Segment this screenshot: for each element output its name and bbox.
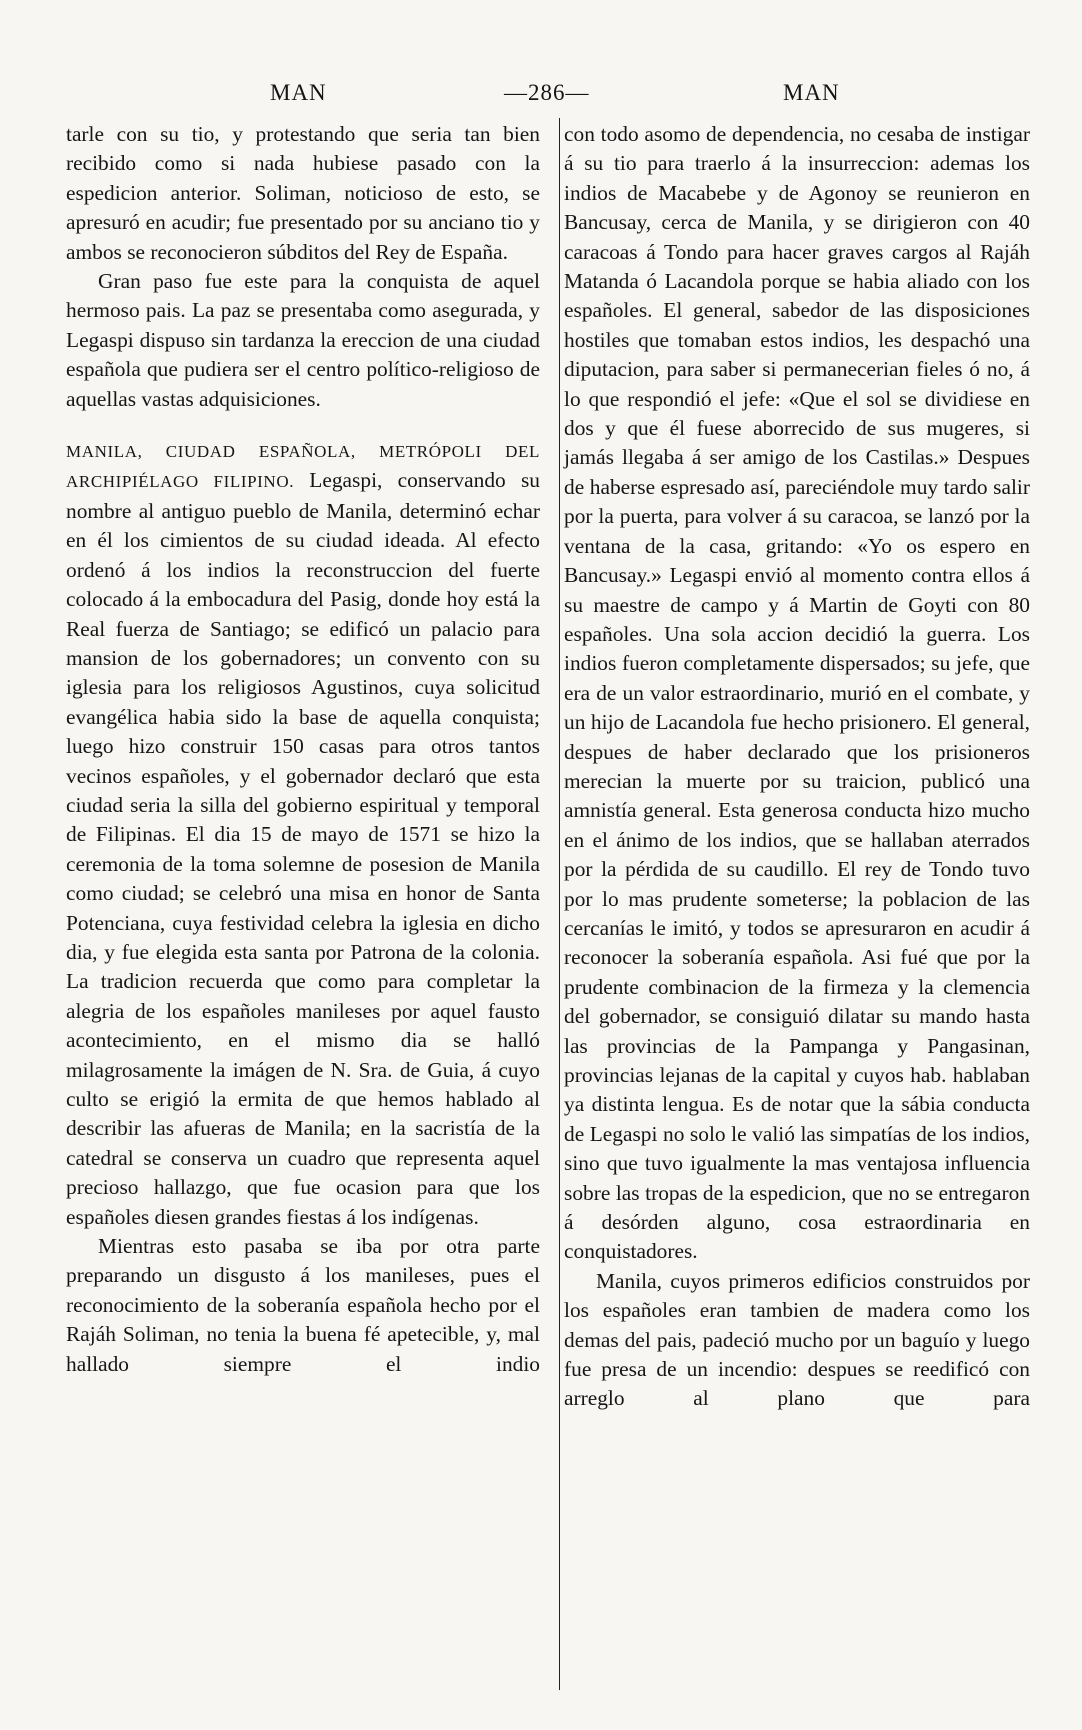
left-paragraph-3-text: Legaspi, conservando su nombre al antiguo pueblo de Manila, determinó echar en él los cimientos de su ciudad ideada. Al efecto ordenó á los indios la reconstruccion del fuerte colocado á la embocadura del Pasig, donde hoy está la Real fuerza de Santiago; se edificó un palacio para mansion de los gobernadores; un convento con su iglesia para los religiosos Agustinos, cuya solicitud evangélica habia sido la base de aquella conquista; luego hizo construir 150 casas para otros tantos vecinos españoles, y el gobernador declaró que esta ciudad seria la silla del gobierno espiritual y temporal de Filipinas. El dia 15 de mayo de 1571 se hizo la ceremonia de la toma solemne de posesion de Manila como ciudad; se celebró una misa en honor de Santa Potenciana, cuya festividad celebra la iglesia en dicho dia, y fue elegida esta santa por Patrona de la colonia. La tradicion recuerda que como para completar la alegria de los españoles manileses por aquel fausto acontecimiento, en el mismo dia se halló milagrosamente la imágen de N. Sra. de Guia, á cuyo culto se erigió la ermita de que hemos hablado al describir las afueras de Manila; en la sacristía de la catedral se conserva un cuadro que representa aquel precioso hallazgo, que fue ocasion para que los españoles diesen grandes fiestas á los indígenas. [66,468,540,1229]
left-paragraph-4: Mientras esto pasaba se iba por otra parte preparando un disgusto á los manileses, pues el reconocimiento de la soberanía española hecho por el Rajáh Soliman, no tenia la buena fé apetecible, y, mal hallado siempre el indio [66,1234,540,1376]
running-head-right: MAN [783,80,840,105]
column-divider [559,118,560,1690]
running-head-left: MAN [270,80,327,105]
right-paragraph-1: con todo asomo de dependencia, no cesaba de instigar á su tio para traerlo á la insurreccion: ademas los indios de Macabebe y de Agonoy se reunieron en Bancusay, cerca de Manila, y se dirigieron con 40 caracoas á Tondo para hacer graves cargos al Rajáh Matanda ó Lacandola porque se habia aliado con los españoles. El general, sabedor de las disposiciones hostiles que tomaban estos indios, les despachó una diputacion, para saber si permanecerian fieles ó no, á lo que respondió el jefe: «Que el sol se dividiese en dos y que él fuese aborrecido de sus mugeres, si jamás llegaba á ser amigo de los Castilas.» Despues de haberse espresado así, pareciéndole muy tardo salir por la puerta, para volver á su caracoa, se lanzó por la ventana de la casa, gritando: «Yo os espero en Bancusay.» Legaspi envió al momento contra ellos á su maestre de campo y á Martin de Goyti con 80 españoles. Una sola accion decidió la guerra. Los indios fueron completamente dispersados; su jefe, que era de un valor estraordinario, murió en el combate, y un hijo de Lacandola fue hecho prisionero. El general, despues de haber declarado que los prisioneros merecian la muerte por su traicion, publicó una amnistía general. Esta generosa conducta hizo mucho en el ánimo de los indios, que se hallaban aterrados por la pérdida de su caudillo. El rey de Tondo tuvo por lo mas prudente someterse; la poblacion de las cercanías le imitó, y todos se apresuraron en acudir á reconocer la soberanía española. Asi fué que por la prudente combinacion de la firmeza y la clemencia del gobernador, se consiguió dilatar su mando hasta las provincias de la Pampanga y Pangasinan, provincias lejanas de la capital y cuyos hab. hablaban ya distinta lengua. Es de notar que la sábia conducta de Legaspi no solo le valió las simpatías de los indios, sino que tuvo igualmente la mas ventajosa influencia sobre las tropas de la espedicion, que no se entregaron á desórden alguno, cosa estraordinaria en conquistadores. [564,122,1030,1264]
page-number: —286— [504,80,590,105]
section-spacer [66,414,540,436]
right-column [564,120,1030,1414]
section-heading: MANILA, CIUDAD ESPAÑOLA, METRÓPOLI DEL ARCHIPIÉLAGO FILIPINO. [66,442,540,492]
left-paragraph-3 [66,436,540,1232]
right-paragraph-2: Manila, cuyos primeros edificios construidos por los españoles eran tambien de madera como los demas del pais, padeció mucho por un baguío y luego fue presa de un incendio: despues se reedificó con arreglo al plano que para [564,1268,1030,1411]
left-paragraph-2: Gran paso fue este para la conquista de aquel hermoso pais. La paz se presentaba como asegurada, y Legaspi dispuso sin tardanza la ereccion de una ciudad española que pudiera ser el centro político-religioso de aquellas vastas adquisiciones. [66,269,540,411]
left-column [66,120,540,1379]
left-paragraph-1: tarle con su tio, y protestando que seria tan bien recibido como si nada hubiese pasado con la espedicion anterior. Soliman, noticioso de esto, se apresuró en acudir; fue presentado por su anciano tio y ambos se reconocieron súbditos del Rey de España. [66,122,540,264]
